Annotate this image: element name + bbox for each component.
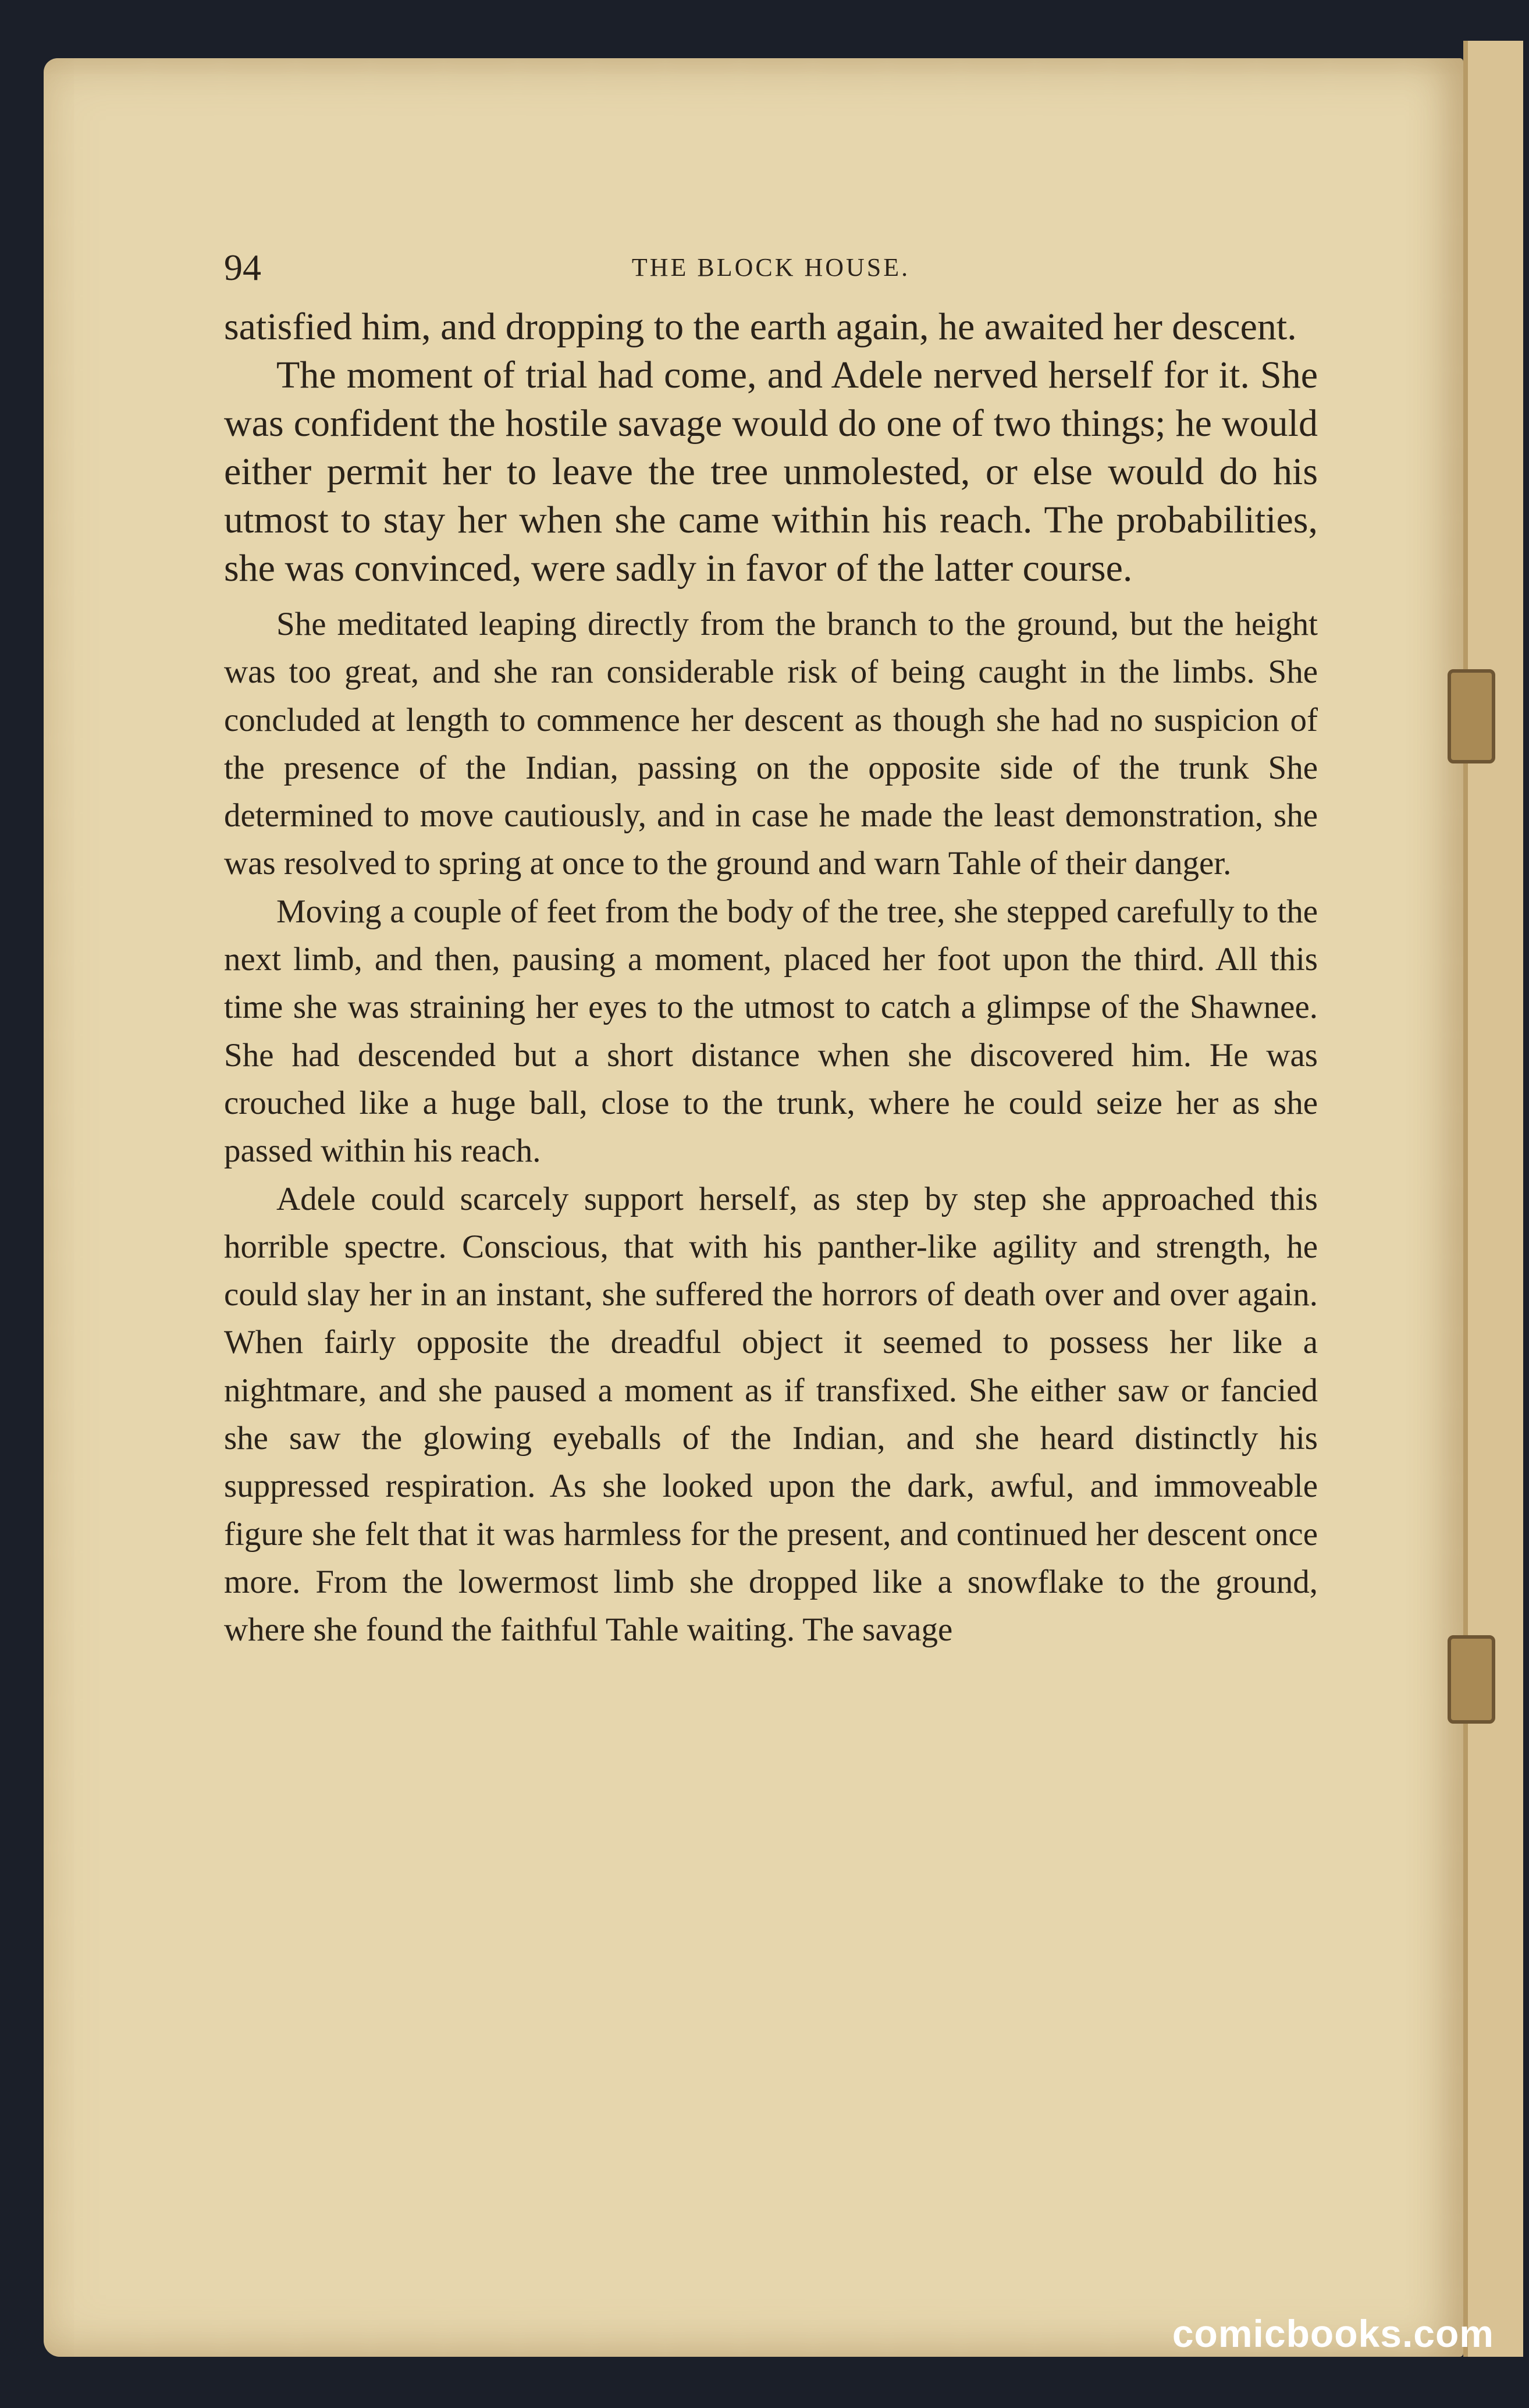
- paragraph-5: Adele could scarcely support herself, as step by step she approached this horrible spectre. Conscious, that with his panther-like agility and strength, he could slay her in an instant, she suffered the horrors of death over and over again. When fairly opposite the dreadful object it seemed to possess her like a nightmare, and she paused a moment as if transfixed. She either saw or fancied she saw the glowing eyeballs of the Indian, and she heard distinctly his suppressed respiration. As she looked upon the dark, awful, and immoveable figure she felt that it was harmless for the present, and continued her descent once more. From the lowermost limb she dropped like a snowflake to the ground, where she found the faithful Tahle waiting. The savage: [224, 1180, 1318, 1649]
- paragraph-4: Moving a couple of feet from the body of the tree, she stepped carefully to the next limb, and then, pausing a moment, placed her foot upon the third. All this time she was straining her eyes to the utmost to catch a glimpse of the Shawnee. She had descended but a short distance when she discovered him. He was crouched like a huge ball, close to the trunk, where he could seize her as she passed within his reach.: [224, 893, 1318, 1170]
- watermark: comicbooks.com: [1172, 2312, 1494, 2355]
- page-spine-edge: [1463, 41, 1523, 2357]
- small-type-block: [224, 601, 1318, 1654]
- paragraph-3: She meditated leaping directly from the branch to the ground, but the height was too great, and she ran considerable risk of being caught in the limbs. She concluded at length to commence her descent as though she had no suspicion of the presence of the Indian, passing on the opposite side of the trunk She determined to move cautiously, and in case he made the least demonstration, she was resolved to spring at once to the ground and warn Tahle of their danger.: [224, 606, 1318, 882]
- page-number: 94: [224, 247, 261, 288]
- paragraph-2: The moment of trial had come, and Adele nerved herself for it. She was confident the hostile savage would do one of two things; he would either permit her to leave the tree unmolested, or else would do his utmost to stay her when she came within his reach. The probabilities, she was convinced, were sadly in favor of the latter course.: [224, 354, 1318, 589]
- paragraph-1: satisfied him, and dropping to the earth again, he awaited her descent.: [224, 306, 1297, 348]
- large-type-block: [224, 303, 1318, 592]
- staple-bottom: [1448, 1635, 1495, 1724]
- running-head: [224, 241, 1318, 294]
- staple-top: [1448, 669, 1495, 763]
- page-text: [224, 303, 1318, 1654]
- running-title: THE BLOCK HOUSE.: [631, 253, 911, 282]
